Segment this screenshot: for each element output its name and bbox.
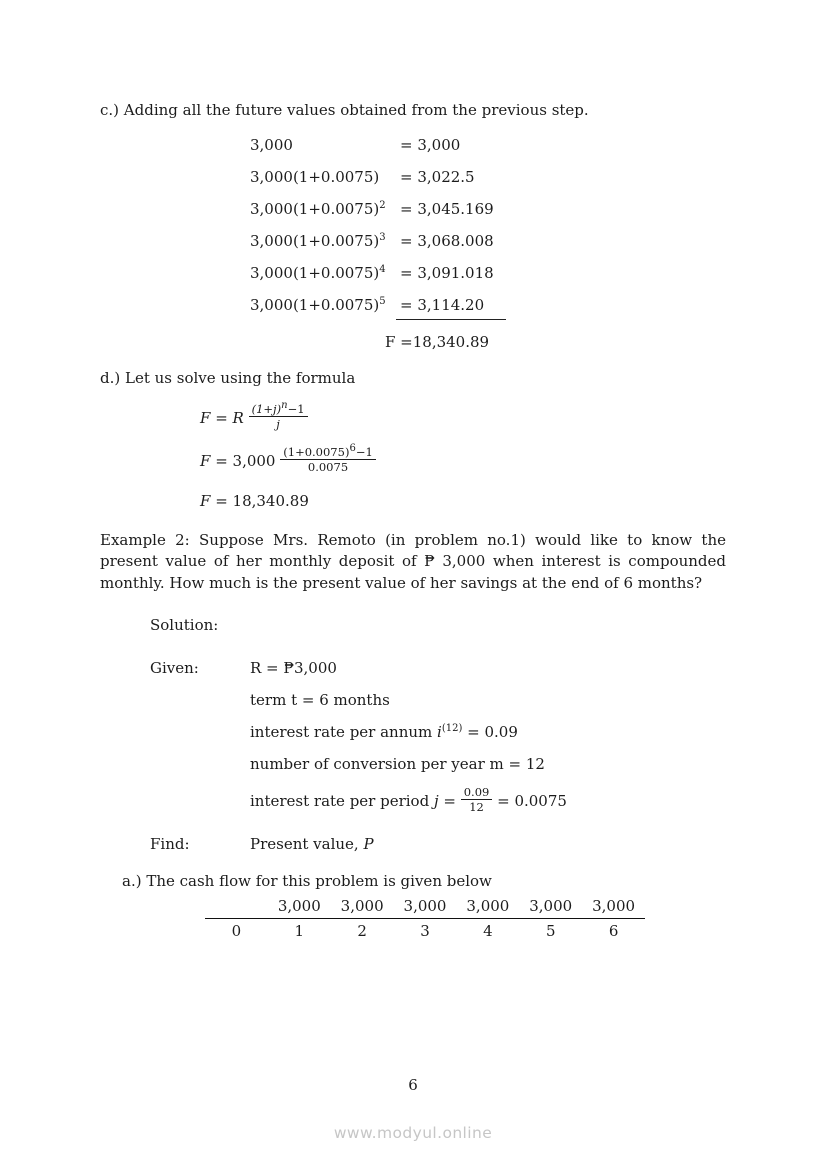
given-item-text: interest rate per period	[250, 791, 434, 810]
calc-expression-base: 3,000(1+0.0075)	[250, 232, 380, 250]
formula-variable: F	[200, 408, 211, 427]
formula-result	[200, 490, 726, 512]
cash-flow-value: 3,000	[277, 896, 321, 915]
cash-flow-timeline	[205, 897, 645, 940]
calc-value: = 3,068.008	[400, 232, 494, 250]
given-item-text: interest rate per annum	[250, 723, 438, 741]
numerator-rest: −1	[287, 402, 305, 416]
numerator-base: (1+j)	[251, 402, 282, 416]
calc-row	[250, 296, 726, 320]
timeline-ticks-row	[205, 918, 645, 940]
find-label: Find:	[150, 834, 190, 853]
formula-coefficient: 3,000	[232, 451, 276, 470]
calc-value: = 3,000	[400, 136, 461, 154]
numerator-rest: −1	[355, 444, 373, 459]
solution-label: Solution:	[150, 616, 219, 634]
fraction-numerator	[249, 402, 308, 417]
equals-sign: =	[210, 408, 233, 427]
formula-substituted	[200, 442, 726, 477]
timeline-tick: 0	[231, 921, 242, 940]
calc-expression-base: 3,000(1+0.0075)	[250, 296, 380, 314]
calc-expression-exponent: 4	[379, 264, 386, 275]
given-item-regular-deposit: R = ₱3,000	[250, 659, 337, 677]
cash-flow-value: 3,000	[592, 896, 636, 915]
calc-row	[250, 232, 726, 251]
rate-superscript: (12)	[441, 723, 463, 734]
timeline-tick: 1	[294, 921, 305, 940]
calc-value: = 3,091.018	[400, 264, 494, 282]
timeline-tick: 4	[483, 921, 493, 940]
fraction	[280, 442, 376, 475]
cash-flow-value: 3,000	[403, 896, 447, 915]
calc-row	[250, 200, 726, 219]
calc-row	[250, 264, 726, 283]
formula-variable: F	[200, 491, 211, 510]
section-c-heading: c.) Adding all the future values obtained from the previous step.	[100, 101, 589, 119]
future-value-total: F =18,340.89	[385, 333, 490, 351]
calc-expression-exponent: 3	[379, 232, 386, 243]
given-item-value: = 0.0075	[492, 791, 567, 810]
numerator-exponent: n	[281, 400, 288, 412]
example-2-paragraph: Example 2: Suppose Mrs. Remoto (in problem no.1) would like to know the present value of her monthly deposit of ₱ 3,000 when interest is compounded monthly. How much is the present value of her savings at the end of 6 months?	[100, 530, 726, 592]
fraction	[461, 785, 493, 815]
fraction-denominator: j	[276, 417, 280, 432]
cash-flow-value: 3,000	[529, 896, 573, 915]
timeline-tick: 3	[420, 921, 430, 940]
formula-variable: F	[200, 451, 211, 470]
calc-expression	[250, 136, 400, 155]
find-value-text: Present value,	[250, 834, 364, 853]
timeline-tick: 6	[608, 921, 619, 940]
formula-general	[200, 400, 726, 434]
future-value-calc-table	[250, 136, 726, 352]
page-number: 6	[408, 1076, 418, 1094]
calc-value-underlined: = 3,114.20	[396, 296, 506, 320]
calc-row	[250, 136, 726, 155]
numerator-exponent: 6	[349, 442, 356, 454]
calc-value: = 3,045.169	[400, 200, 494, 218]
find-block	[150, 835, 726, 854]
given-items	[250, 659, 726, 830]
timeline-tick: 5	[545, 921, 556, 940]
given-item-conversions: number of conversion per year m = 12	[250, 755, 545, 773]
calc-expression-base: 3,000(1+0.0075)	[250, 168, 380, 186]
fraction-denominator: 12	[469, 800, 484, 815]
fraction-denominator: 0.0075	[307, 460, 349, 475]
fraction	[249, 402, 308, 432]
formula-result-value: = 18,340.89	[210, 491, 309, 510]
cash-flow-empty-cell	[205, 897, 268, 915]
calc-expression	[250, 200, 400, 219]
calc-expression	[250, 264, 400, 283]
formula-coefficient: R	[232, 408, 244, 427]
calc-expression	[250, 296, 400, 320]
fraction-numerator: 0.09	[461, 785, 493, 800]
cash-flow-values-row	[205, 897, 645, 918]
given-label: Given:	[150, 659, 199, 677]
equals-sign: =	[438, 791, 461, 810]
page-content	[100, 100, 726, 940]
calc-expression-base: 3,000(1+0.0075)	[250, 264, 380, 282]
cash-flow-value: 3,000	[466, 896, 510, 915]
section-d-heading: d.) Let us solve using the formula	[100, 369, 356, 387]
given-item-term: term t = 6 months	[250, 691, 390, 709]
find-value	[250, 835, 374, 854]
calc-expression	[250, 232, 400, 251]
given-item-annual-rate	[250, 723, 726, 742]
watermark: www.modyul.online	[333, 1124, 493, 1142]
find-value-variable: P	[363, 834, 374, 853]
calc-expression-base: 3,000(1+0.0075)	[250, 200, 380, 218]
fraction-numerator	[280, 442, 376, 460]
period-rate-variable: j	[433, 791, 439, 810]
cash-flow-value: 3,000	[340, 896, 384, 915]
given-item-period-rate	[250, 787, 726, 817]
calc-expression-exponent: 2	[379, 200, 386, 211]
given-block	[150, 659, 726, 830]
equals-sign: =	[210, 451, 233, 470]
calc-row	[250, 168, 726, 187]
calc-expression-exponent: 5	[379, 296, 386, 307]
numerator-base: (1+0.0075)	[283, 444, 350, 459]
given-item-value: = 0.09	[462, 723, 518, 741]
calc-expression-base: 3,000	[250, 136, 293, 154]
calc-value: = 3,022.5	[400, 168, 475, 186]
section-a-heading: a.) The cash flow for this problem is given below	[122, 871, 492, 890]
timeline-tick: 2	[357, 921, 367, 940]
rate-variable: i	[437, 723, 442, 741]
formula-block	[200, 400, 726, 512]
calc-expression	[250, 168, 400, 187]
